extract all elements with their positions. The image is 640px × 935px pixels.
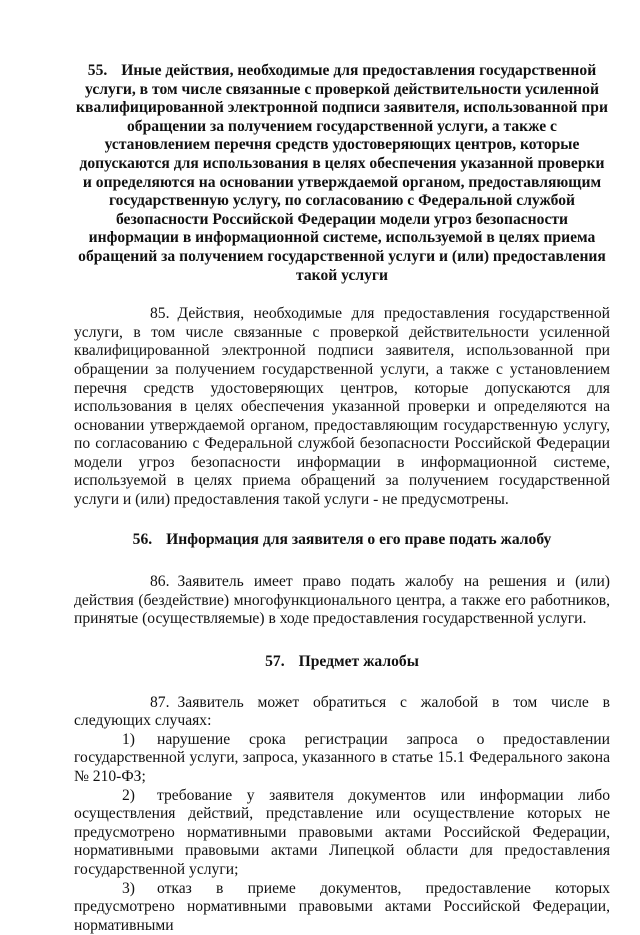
list-item (74, 731, 610, 787)
section-56-heading (74, 531, 610, 550)
section-57-number: 57. (265, 653, 285, 671)
list-item (74, 880, 610, 935)
paragraph-86 (74, 573, 610, 629)
section-56-title: Информация для заявителя о его праве подать жалобу (166, 530, 552, 548)
list-item-marker: 2) (122, 786, 135, 804)
paragraph-86-number: 86. (150, 573, 170, 591)
list-item-text: отказ в приеме документов, предоставление которых предусмотрено нормативными правовыми актами Российской Федерации, нормативными (74, 879, 610, 934)
paragraph-86-text: Заявитель имеет право подать жалобу на решения и (или) действия (бездействие) многофункционального центра, а также его работников, принятые (осуществляемые) в ходе предоставления государственной услуги. (74, 573, 610, 628)
paragraph-87 (74, 694, 610, 731)
list-item-marker: 3) (122, 879, 135, 897)
section-57-title: Предмет жалобы (298, 653, 419, 671)
list-item-marker: 1) (122, 730, 135, 748)
section-55-heading (74, 62, 610, 285)
paragraph-85-number: 85. (150, 305, 170, 323)
paragraph-85-text: Действия, необходимые для предоставления государственной услуги, в том числе связанные с проверкой действительности усиленной квалифицированной электронной подписи заявителя, использованной при обращении за получением государственной услуги, а также с установлением перечня средств удостоверяющих центров, которые допускаются для использования в целях обеспечения указанной проверки и определяются на основании утверждаемой органом, предоставляющим государственную услугу, по согласованию с Федеральной службой безопасности Российской Федерации модели угроз безопасности информации в информационной системе, используемой в целях приема обращений за получением государственной услуги и (или) предоставления такой услуги - не предусмотрены. (74, 305, 610, 509)
paragraph-87-number: 87. (150, 693, 170, 711)
list-item-text: нарушение срока регистрации запроса о предоставлении государственной услуги, запроса, указанного в статье 15.1 Федерального закона № 210-ФЗ; (74, 730, 610, 785)
paragraph-87-text: Заявитель может обратиться с жалобой в том числе в следующих случаях: (74, 693, 610, 730)
section-56-number: 56. (132, 530, 153, 548)
section-55-number: 55. (87, 62, 108, 79)
paragraph-85 (74, 305, 610, 510)
document-page (74, 62, 610, 935)
section-57-heading (74, 653, 610, 672)
section-55-title: Иные действия, необходимые для предоставления государственной услуги, в том числе связанные с проверкой действительности усиленной квалифицированной электронной подписи заявителя, использованной при обращении за получением государственной услуги, а также с установлением перечня средств удостоверяющих центров, которые допускаются для использования в целях обеспечения указанной проверки и определяются на основании утверждаемой органом, предоставляющим государственную услугу, по согласованию с Федеральной службой безопасности Российской Федерации модели угроз безопасности информации в информационной системе, используемой в целях приема обращений за получением государственной услуги и (или) предоставления такой услуги (76, 62, 608, 284)
list-item (74, 787, 610, 880)
list-item-text: требование у заявителя документов или информации либо осуществления действий, представление или осуществление которых не предусмотрено нормативными правовыми актами Российской Федерации, нормативными правовыми актами Липецкой области для предоставления государственной услуги; (74, 786, 610, 878)
